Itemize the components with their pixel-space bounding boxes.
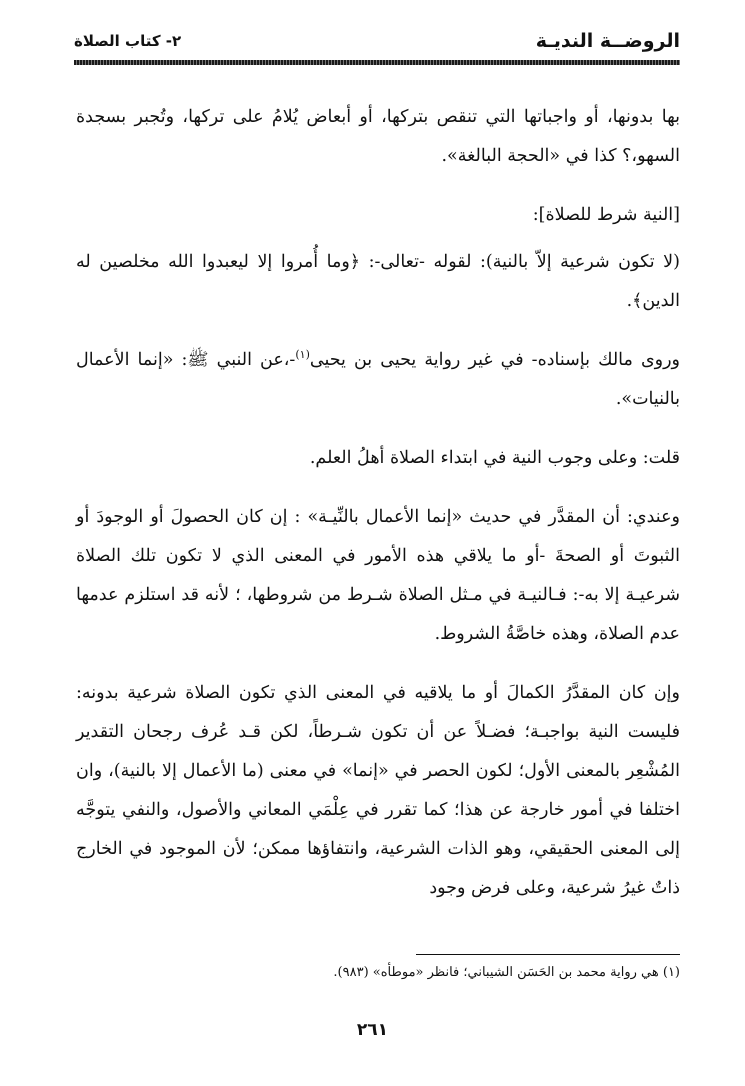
paragraph-3 [76, 341, 680, 419]
paragraph-3-start: وروى مالك بإسناده- في غير رواية يحيى بن يحيى [309, 350, 680, 370]
footnote: (١) هي رواية محمد بن الحَسَن الشيباني؛ فانظر «موطأه» (٩٨٣). [333, 965, 680, 980]
main-text [76, 98, 680, 908]
footnote-marker: (١) [295, 348, 310, 362]
running-header [74, 22, 680, 66]
paragraph-5: وعندي: أن المقدَّر في حديث «إنما الأعمال بالنِّيـة» : إن كان الحصولَ أو الوجودَ أو الثبوتَ أو الصحةَ -أو ما يلاقي هذه الأمور في المعنى الذي لا تكون تلك الصلاة شرعيـة إلا به-: فـالنيـة في مـثل الصلاة شـرط من شروطها، ؛ لأنه قد استلزم عدمها عدم الصلاة، وهذه خاصَّةُ الشروط. [76, 507, 680, 644]
chapter-title: ٢- كتاب الصلاة [74, 32, 182, 50]
footnote-rule [416, 954, 680, 955]
paragraph-3-end: -،عن النبي ﷺ: «إنما الأعمال بالنيات». [76, 350, 680, 409]
book-title: الروضــة النديـة [535, 30, 680, 52]
header-rule [74, 60, 680, 65]
paragraph-4: قلت: وعلى وجوب النية في ابتداء الصلاة أهلُ العلم. [309, 448, 680, 468]
section-heading: [النية شرط للصلاة]: [532, 205, 680, 225]
page-number: ٢٦١ [356, 1020, 389, 1040]
paragraph-1: بها بدونها، أو واجباتها التي تنقص بتركها، أو أبعاض يُلامُ على تركها، وتُجبر بسجدة السهو،؟ كذا في «الحجة البالغة». [76, 107, 680, 166]
paragraph-6: وإن كان المقدَّرُ الكمالَ أو ما يلاقيه في المعنى الذي تكون الصلاة شرعية بدونه: فليست النية بواجبـة؛ فضـلاً عن أن تكون شـرطاً، لكن قـد عُرف رجحان التقدير المُشْعِر بالمعنى الأول؛ لكون الحصر في «إنما» في معنى (ما الأعمال إلا بالنية)، وان اختلفا في أمور خارجة عن هذا؛ كما تقرر في عِلْمَي المعاني والأصول، والنفي يتوجَّه إلى المعنى الحقيقي، وهو الذات الشرعية، وانتفاؤها ممكن؛ لأن الموجود في الخارج ذاتٌ غيرُ شرعية، وعلى فرض وجود [76, 683, 680, 898]
paragraph-2: (لا تكون شرعية إلاّ بالنية): لقوله -تعالى-: ﴿وما أُمروا إلا ليعبدوا الله مخلصين له الدين﴾. [76, 252, 680, 311]
